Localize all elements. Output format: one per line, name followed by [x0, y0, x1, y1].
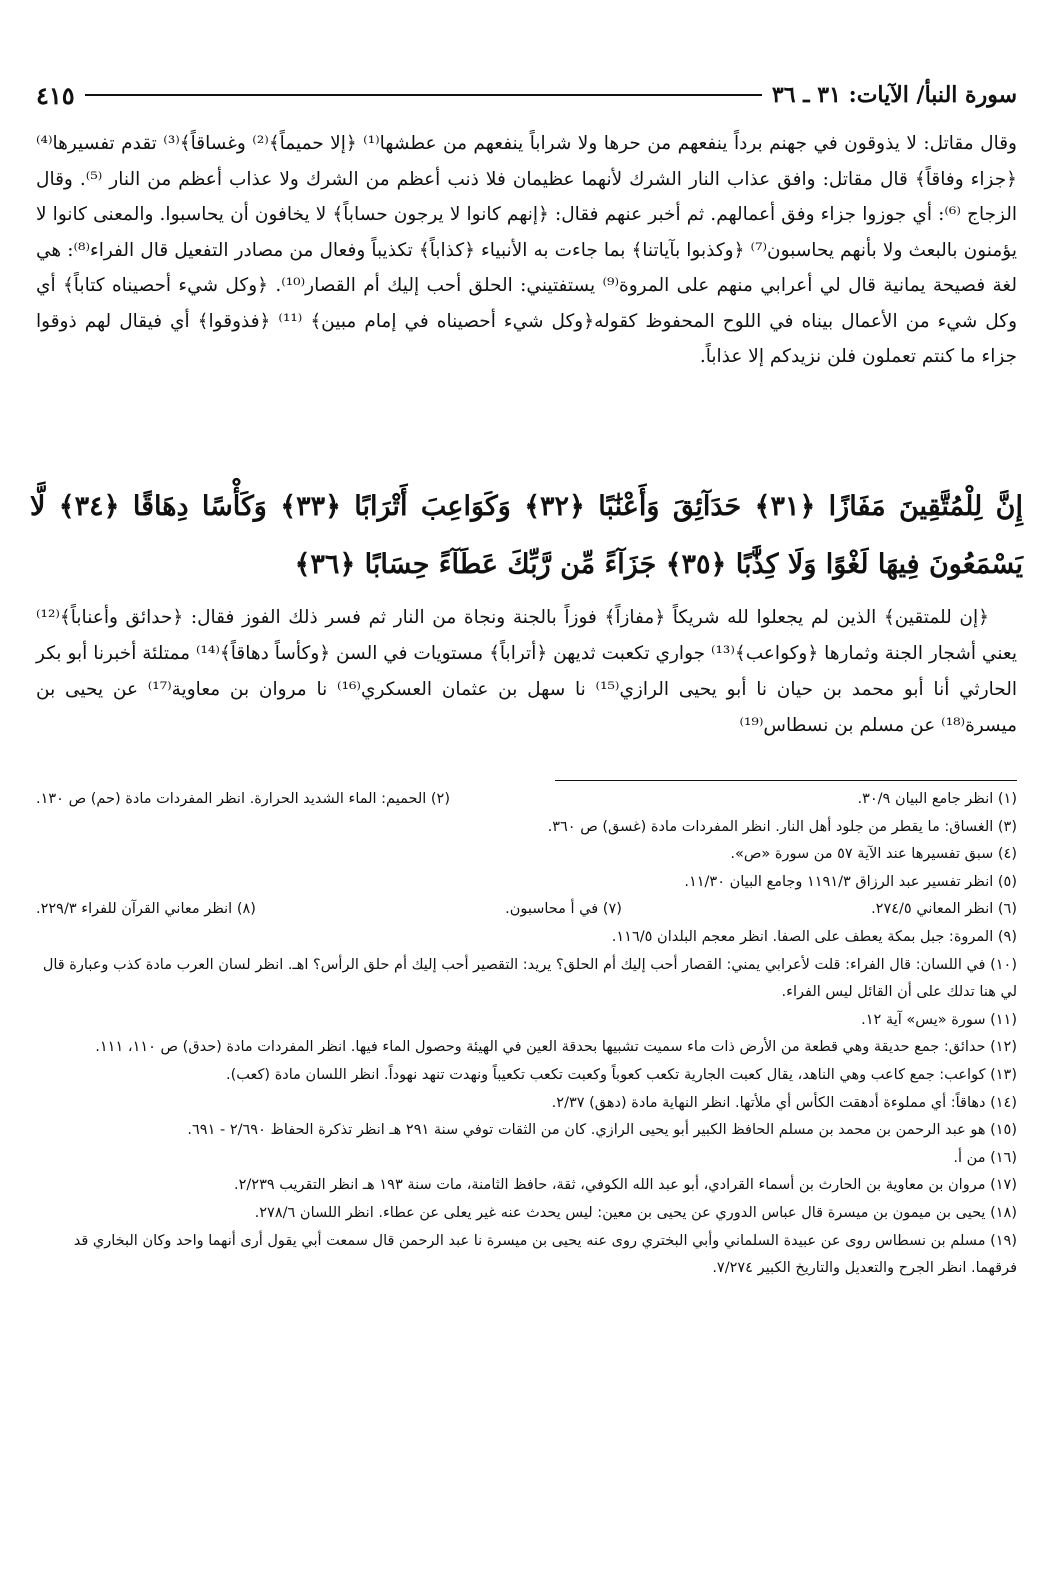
footnote-11: (١١) سورة «يس» آية ١٢. [861, 1011, 1017, 1028]
footnote-divider [555, 780, 1017, 781]
footnote-8: (٨) انظر معاني القرآن للفراء ٢٢٩/٣. [36, 901, 256, 918]
footnote-2: (٢) الحميم: الماء الشديد الحرارة. انظر المفردات مادة (حم) ص ١٣٠. [36, 791, 451, 807]
footnote-15: (١٥) هو عبد الرحمن بن محمد بن مسلم الحافظ الكبير أبو يحيى الرازي. كان من الثقات توفي سنة ٢٩١ هـ انظر تذكرة الحفاظ ٢/٦٩٠ - ٦٩١. [187, 1122, 1017, 1139]
footnote-5: (٥) انظر تفسير عبد الرزاق ١١٩١/٣ وجامع البيان ١١/٣٠. [684, 873, 1017, 890]
footnote-10: (١٠) في اللسان: قال الفراء: قلت لأعرابي يمني: القصار أحب إليك أم الحلق؟ يريد: التقصير أحب إليك أم حلق الرأس؟ اهـ. انظر لسان العرب مادة كذب وعبارة قال لي هنا تدلك على أن القائل ليس الفراء. [42, 956, 1017, 1001]
footnote-14: (١٤) دهاقاً: أي مملوءة أدهقت الكأس أي ملأتها. انظر النهاية مادة (دهق) ٢/٣٧. [551, 1094, 1017, 1111]
footnote-18: (١٨) يحيى بن ميمون بن ميسرة قال عباس الدوري عن يحيى بن معين: ليس يحدث عنه غير يعلى عن عطاء. انظر اللسان ٢٧٨/٦. [254, 1204, 1017, 1221]
header-title: سورة النبأ/ الآيات: ٣١ ـ ٣٦ [771, 82, 1017, 108]
footnote-9: (٩) المروة: جبل بمكة يعطف على الصفا. انظر معجم البلدان ١١٦/٥. [611, 928, 1017, 945]
footnote-4: (٤) سبق تفسيرها عند الآية ٥٧ من سورة «ص». [730, 846, 1017, 863]
footnote-12: (١٢) حدائق: جمع حديقة وهي قطعة من الأرض ذات ماء سميت تشبيها بحدقة العين في الهيئة وحصول الماء فيها. انظر المفردات مادة (حدق) ص ١١٠، ١١١. [95, 1039, 1017, 1056]
footnotes [36, 786, 1017, 1283]
footnote-1: (١) انظر جامع البيان ٣٠/٩. [857, 791, 1017, 807]
running-header [36, 78, 1017, 112]
footnote-16: (١٦) من أ. [953, 1149, 1017, 1166]
page-number: ٤١٥ [36, 80, 75, 110]
footnote-19: (١٩) مسلم بن نسطاس روى عن عبيدة السلماني وأبي البختري روى عنه يحيى بن ميسرة نا عبد الرحمن قال سمعت أبي يقول أرى أنهما واحد وكان البخاري قد فرقهما. انظر الجرح والتعديل والتاريخ الكبير ٧/٢٧٤. [73, 1232, 1017, 1277]
footnote-17: (١٧) مروان بن معاوية بن الحارث بن أسماء القرادي، أبو عبد الله الكوفي، ثقة، حافظ الثامنة، مات سنة ١٩٣ هـ انظر التقريب ٢/٢٣٩. [234, 1177, 1017, 1194]
header-rule [85, 94, 762, 96]
quran-verse: إِنَّ لِلْمُتَّقِينَ مَفَازًا ﴿٣١﴾ حَدَآئِقَ وَأَعْنَٰبًا ﴿٣٢﴾ وَكَوَاعِبَ أَتْرَابًا ﴿٣٣﴾ وَكَأْسًا دِهَاقًا ﴿٣٤﴾ لَّا يَسْمَعُونَ فِيهَا لَغْوًا وَلَا كِذَّٰبًا ﴿٣٥﴾ جَزَآءً مِّن رَّبِّكَ عَطَآءً حِسَابًا ﴿٣٦﴾ [30, 491, 1023, 580]
footnote-row [36, 786, 1017, 814]
footnote-6: (٦) انظر المعاني ٢٧٤/٥. [871, 901, 1017, 918]
commentary-paragraph: ﴿إن للمتقين﴾ الذين لم يجعلوا لله شريكاً ﴿مفازاً﴾ فوزاً بالجنة ونجاة من النار ثم فسر ذلك الفوز فقال: ﴿حدائق وأعناباً﴾⁽¹²⁾ يعني أشجار الجنة وثمارها ﴿وكواعب﴾⁽¹³⁾ جواري تكعبت ثديهن ﴿أتراباً﴾ مستويات في السن ﴿وكأساً دهاقاً﴾⁽¹⁴⁾ ممتلئة أخبرنا أبو بكر الحارثي أنا أبو محمد بن حيان نا أبو يحيى الرازي⁽¹⁵⁾ نا سهل بن عثمان العسكري⁽¹⁶⁾ نا مروان بن معاوية⁽¹⁷⁾ عن يحيى بن ميسرة⁽¹⁸⁾ عن مسلم بن نسطاس⁽¹⁹⁾ [36, 607, 1017, 736]
footnote-13: (١٣) كواعب: جمع كاعب وهي الناهد، يقال كعبت الجارية تكعب كعوباً وكعبت تكعب تكعيباً ونهدت تنهد نهوداً. انظر اللسان مادة (كعب). [226, 1066, 1017, 1083]
body-paragraph: وقال مقاتل: لا يذوقون في جهنم برداً ينفعهم من حرها ولا شراباً ينفعهم من عطشها⁽¹⁾ ﴿إلا حميماً﴾⁽²⁾ وغساقاً﴾⁽³⁾ تقدم تفسيرها⁽⁴⁾ ﴿جزاء وفاقاً﴾ قال مقاتل: وافق عذاب النار الشرك لأنهما عظيمان فلا ذنب أعظم من الشرك ولا عذاب أعظم من النار ⁽⁵⁾. وقال الزجاج ⁽⁶⁾: أي جوزوا جزاء وفق أعمالهم. ثم أخبر عنهم فقال: ﴿إنهم كانوا لا يرجون حساباً﴾ لا يخافون أن يحاسبوا. والمعنى كانوا لا يؤمنون بالبعث ولا بأنهم يحاسبون⁽⁷⁾ ﴿وكذبوا بآياتنا﴾ بما جاءت به الأنبياء ﴿كذاباً﴾ تكذيباً وفعال من مصادر التفعيل قال الفراء⁽⁸⁾: هي لغة فصيحة يمانية قال لي أعرابي منهم على المروة⁽⁹⁾ يستفتيني: الحلق أحب إليك أم القصار⁽¹⁰⁾. ﴿وكل شيء أحصيناه كتاباً﴾ أي وكل شيء من الأعمال بيناه في اللوح المحفوظ كقوله﴿وكل شيء أحصيناه في إمام مبين﴾ ⁽¹¹⁾ ﴿فذوقوا﴾ أي فيقال لهم ذوقوا جزاء ما كنتم تعملون فلن نزيدكم إلا عذاباً. [36, 133, 1017, 367]
footnote-3: (٣) الغساق: ما يقطر من جلود أهل النار. انظر المفردات مادة (غسق) ص ٣٦٠. [547, 818, 1017, 835]
footnote-row [36, 896, 1017, 924]
footnote-7: (٧) في أ محاسبون. [505, 901, 622, 918]
